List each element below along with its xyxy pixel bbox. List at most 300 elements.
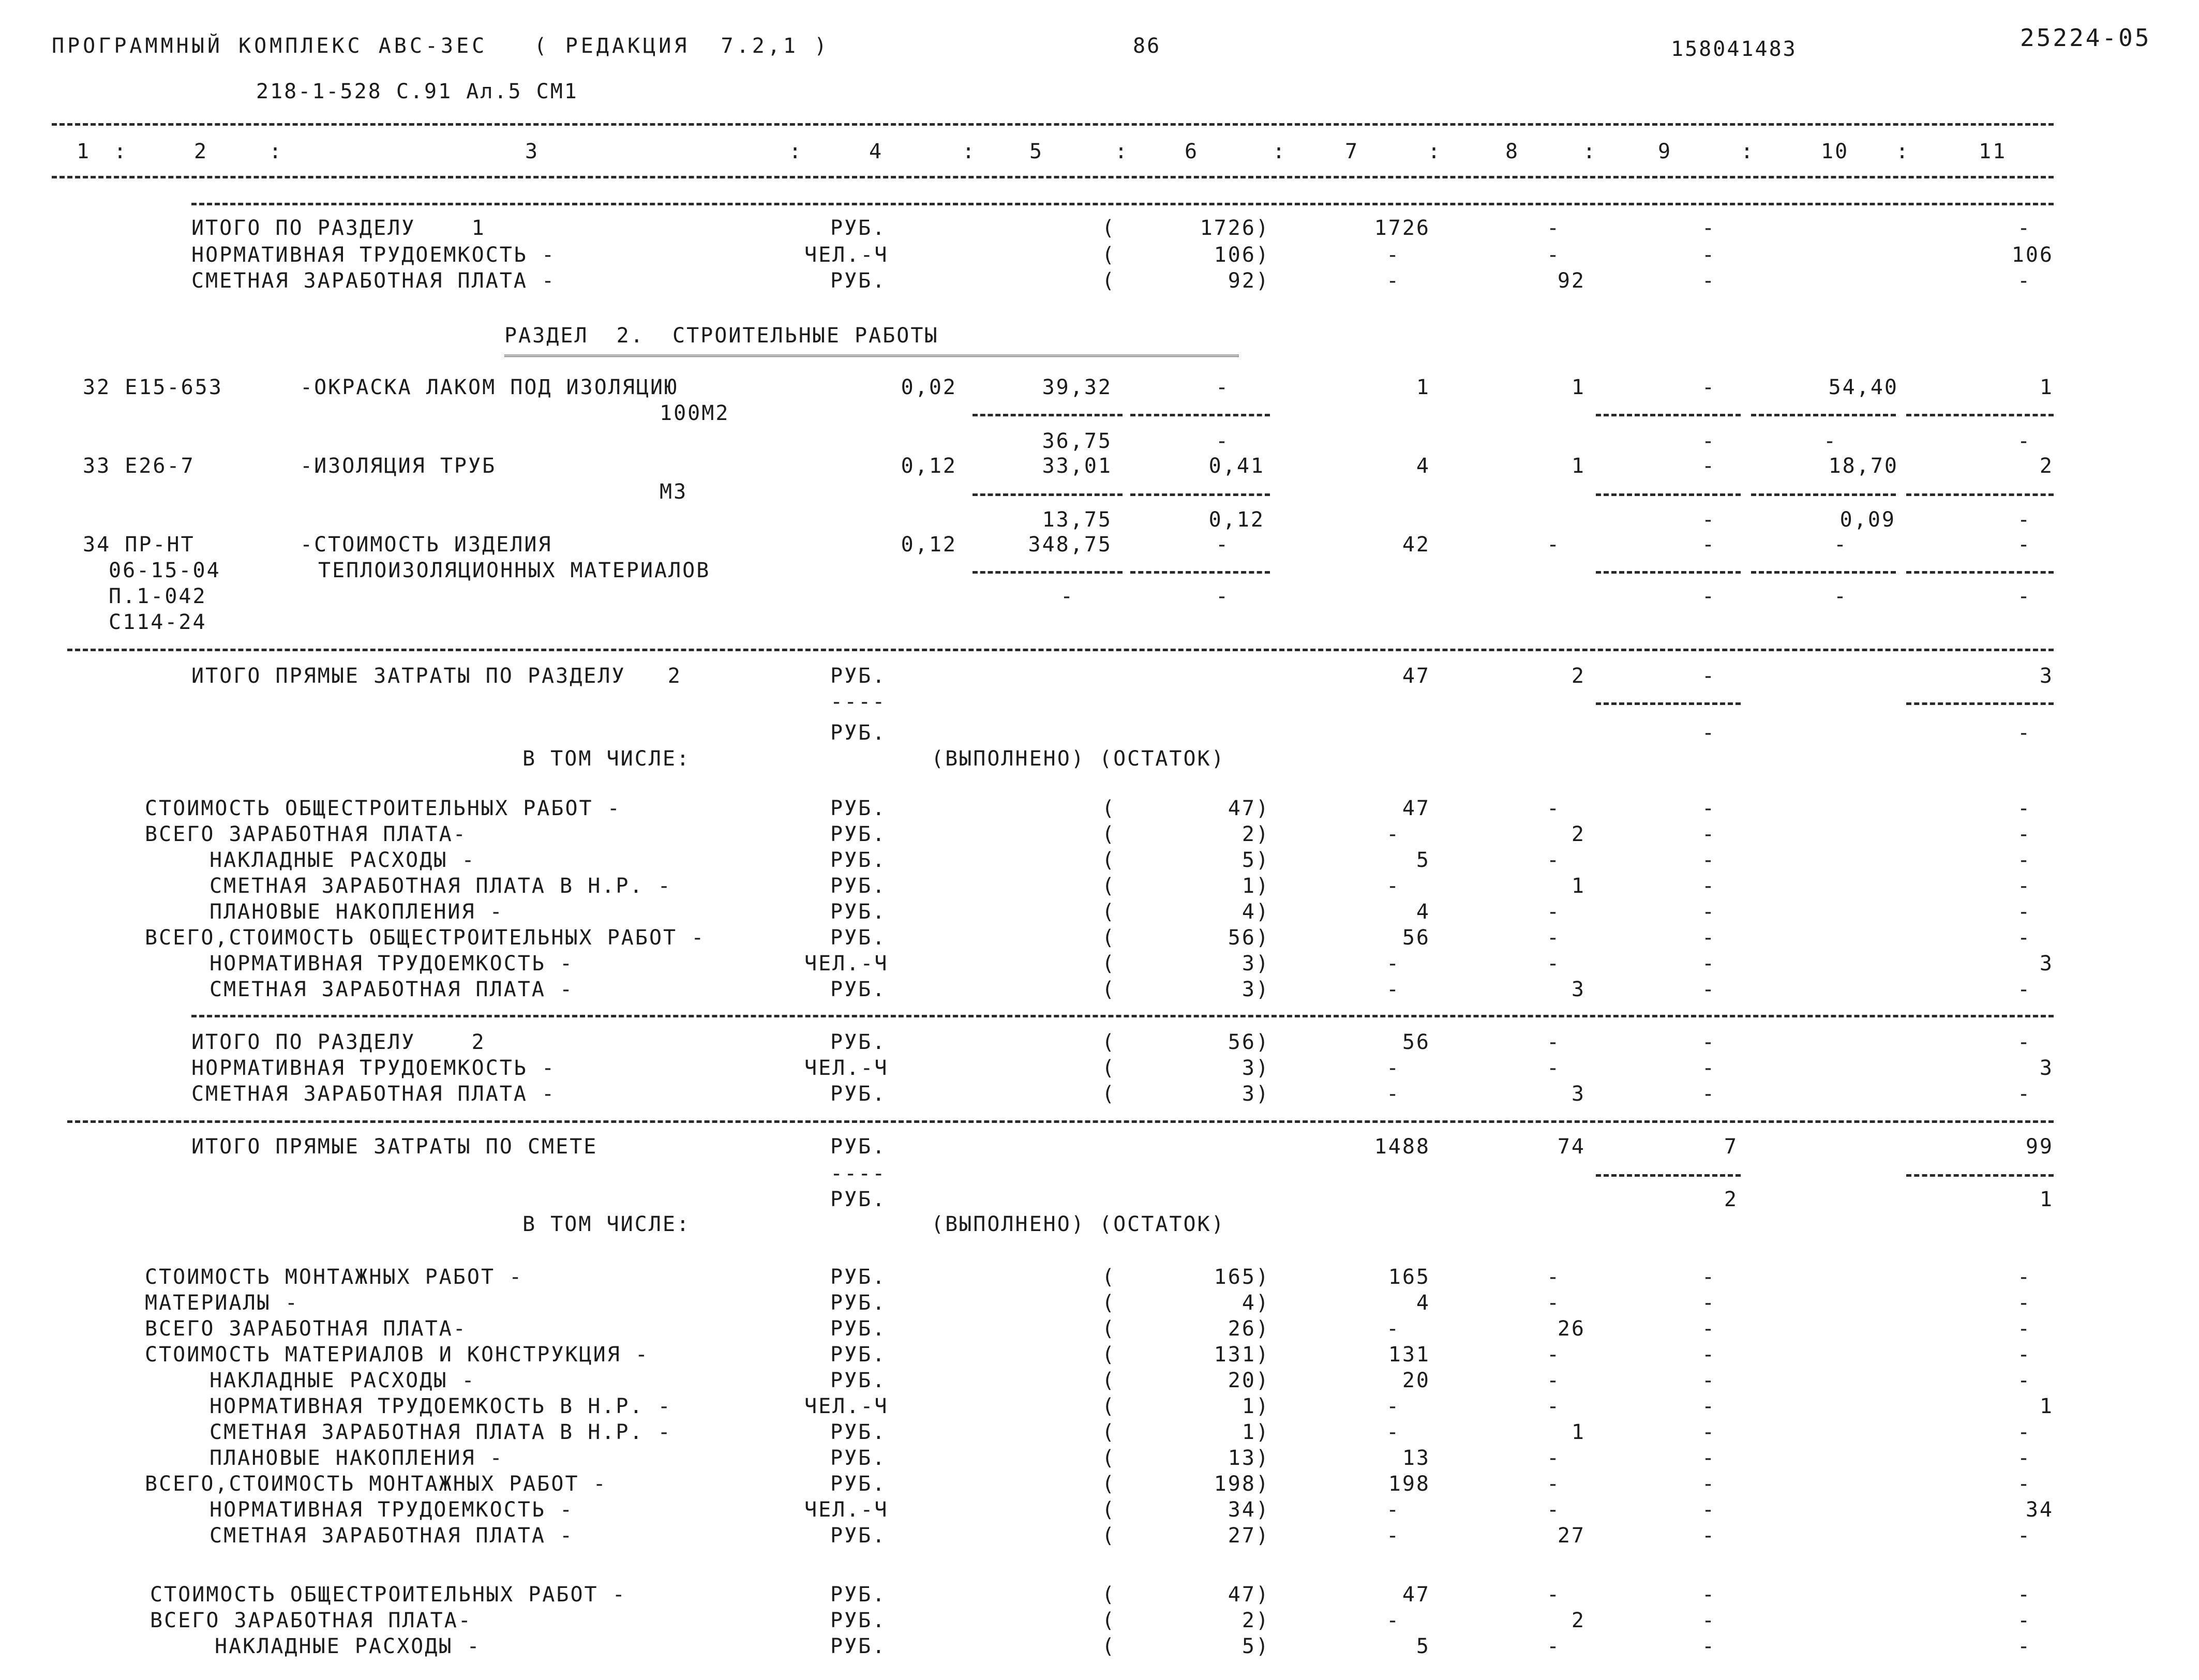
table-cell: - xyxy=(1216,584,1230,608)
table-cell: - xyxy=(1834,584,1848,608)
table-cell: ЧЕЛ.-Ч xyxy=(804,952,889,976)
table-cell: 1726 xyxy=(1374,216,1430,240)
table-cell: ( xyxy=(1102,1030,1116,1054)
table-cell: 1726) xyxy=(1200,216,1270,240)
table-cell: - xyxy=(2017,429,2032,453)
table-cell: ( xyxy=(1102,848,1116,872)
table-cell: - xyxy=(1702,822,1716,846)
table-cell: -ОКРАСКА ЛАКОМ ПОД ИЗОЛЯЦИЮ xyxy=(300,376,679,399)
table-cell: 34 ПР-НТ xyxy=(83,533,195,557)
table-cell: ВСЕГО,СТОИМОСТЬ МОНТАЖНЫХ РАБОТ - xyxy=(145,1472,607,1496)
table-cell: - xyxy=(1386,269,1401,293)
table-cell: ( xyxy=(1102,926,1116,950)
table-cell: - xyxy=(1547,1446,1561,1470)
table-cell: - xyxy=(2017,721,2032,745)
column-number: 4 xyxy=(869,140,884,163)
table-cell: ---- xyxy=(830,690,887,714)
table-cell: 27 xyxy=(1557,1524,1585,1548)
table-cell: В ТОМ ЧИСЛЕ: xyxy=(522,747,691,771)
column-separator: : xyxy=(1115,140,1129,163)
table-cell: - xyxy=(1547,926,1561,950)
section-underline xyxy=(504,355,1239,357)
table-cell: 3 xyxy=(2039,664,2054,688)
table-cell: - xyxy=(2017,926,2032,950)
table-cell: МАТЕРИАЛЫ - xyxy=(145,1291,299,1315)
table-cell: - xyxy=(2017,533,2032,557)
rule-item-33-e xyxy=(1906,493,2054,496)
table-cell: СМЕТНАЯ ЗАРАБОТНАЯ ПЛАТА - xyxy=(191,269,556,293)
table-cell: НОРМАТИВНАЯ ТРУДОЕМКОСТЬ - xyxy=(191,1056,556,1080)
table-cell: РУБ. xyxy=(830,1583,887,1607)
table-cell: РУБ. xyxy=(830,797,887,820)
table-cell: - xyxy=(1702,1369,1716,1392)
table-cell: ( xyxy=(1102,269,1116,293)
table-cell: 100М2 xyxy=(660,401,730,425)
table-cell: 39,32 xyxy=(1042,376,1112,399)
table-cell: - xyxy=(2017,1472,2032,1496)
rule-item-32-e xyxy=(1906,414,2054,416)
table-cell: РУБ. xyxy=(830,926,887,950)
table-cell: НАКЛАДНЫЕ РАСХОДЫ - xyxy=(215,1634,481,1658)
table-cell: 1) xyxy=(1241,1394,1270,1418)
table-cell: ( xyxy=(1102,1317,1116,1341)
column-separator: : xyxy=(1896,140,1910,163)
table-cell: 34 xyxy=(2025,1498,2054,1522)
table-cell: - xyxy=(1386,822,1401,846)
table-cell: (ВЫПОЛНЕНО) (ОСТАТОК) xyxy=(931,747,1225,771)
table-cell: РУБ. xyxy=(830,1265,887,1289)
table-cell: РУБ. xyxy=(830,978,887,1001)
table-cell: РУБ. xyxy=(830,1135,887,1159)
table-cell: - xyxy=(2017,1583,2032,1607)
table-cell: - xyxy=(1547,1498,1561,1522)
table-cell: РУБ. xyxy=(830,216,887,240)
table-cell: 3 xyxy=(1571,978,1585,1001)
table-cell: 3 xyxy=(2039,1056,2054,1080)
table-cell: - xyxy=(2017,1420,2032,1444)
rule-item-32-d xyxy=(1751,414,1896,416)
table-cell: - xyxy=(1702,429,1716,453)
table-cell: 18,70 xyxy=(1828,454,1898,478)
table-cell: 3) xyxy=(1241,1082,1270,1106)
program-header: ПРОГРАММНЫЙ КОМПЛЕКС АВС-ЗЕС ( РЕДАКЦИЯ 7.2,1 ) xyxy=(52,34,830,58)
table-cell: 1 xyxy=(2039,1394,2054,1418)
table-cell: - xyxy=(1386,1498,1401,1522)
table-cell: 198) xyxy=(1214,1472,1270,1496)
table-cell: 3) xyxy=(1241,952,1270,976)
table-cell: 42 xyxy=(1402,533,1430,557)
table-cell: - xyxy=(1386,243,1401,267)
table-cell: 1) xyxy=(1241,874,1270,898)
rule-item-34-b xyxy=(1130,571,1270,574)
rule-item-34-e xyxy=(1906,571,2054,574)
table-cell: - xyxy=(2017,1265,2032,1289)
table-cell: 0,12 xyxy=(901,533,957,557)
table-cell: 1 xyxy=(2039,376,2054,399)
table-cell: - xyxy=(1547,1583,1561,1607)
table-cell: - xyxy=(2017,1291,2032,1315)
table-cell: ( xyxy=(1102,1394,1116,1418)
table-cell: - xyxy=(1702,216,1716,240)
column-separator: : xyxy=(1273,140,1287,163)
rule-item-34-d xyxy=(1751,571,1896,574)
table-cell: 47 xyxy=(1402,797,1430,820)
table-cell: - xyxy=(1702,1056,1716,1080)
table-cell: 5) xyxy=(1241,848,1270,872)
table-cell: РУБ. xyxy=(830,1369,887,1392)
table-cell: - xyxy=(2017,1634,2032,1658)
table-cell: 3 xyxy=(2039,952,2054,976)
table-cell: - xyxy=(2017,822,2032,846)
table-cell: 1 xyxy=(2039,1188,2054,1211)
table-cell: - xyxy=(2017,848,2032,872)
column-number: 10 xyxy=(1821,140,1849,163)
column-number: 5 xyxy=(1029,140,1044,163)
table-cell: ТЕПЛОИЗОЛЯЦИОННЫХ МАТЕРИАЛОВ xyxy=(318,559,711,582)
table-cell: - xyxy=(1060,584,1075,608)
column-number: 8 xyxy=(1505,140,1520,163)
table-cell: ЧЕЛ.-Ч xyxy=(804,1056,889,1080)
table-cell: 5 xyxy=(1416,848,1430,872)
table-cell: - xyxy=(1547,1291,1561,1315)
table-cell: - xyxy=(1702,1498,1716,1522)
table-cell: СМЕТНАЯ ЗАРАБОТНАЯ ПЛАТА - xyxy=(191,1082,556,1106)
table-cell: 47) xyxy=(1228,1583,1270,1607)
table-cell: ЧЕЛ.-Ч xyxy=(804,1498,889,1522)
table-cell: 33 Е26-7 xyxy=(83,454,195,478)
table-cell: ( xyxy=(1102,1420,1116,1444)
table-cell: ---- xyxy=(830,1162,887,1186)
table-cell: 4) xyxy=(1241,1291,1270,1315)
rule-before-estimate-total xyxy=(67,1120,2054,1123)
table-cell: - xyxy=(1702,454,1716,478)
table-cell: 2 xyxy=(1571,822,1585,846)
table-cell: - xyxy=(1702,269,1716,293)
column-number: 6 xyxy=(1185,140,1199,163)
table-cell: НАКЛАДНЫЕ РАСХОДЫ - xyxy=(210,1369,476,1392)
table-cell: 3) xyxy=(1241,978,1270,1001)
table-cell: ЧЕЛ.-Ч xyxy=(804,1394,889,1418)
table-cell: - xyxy=(1216,533,1230,557)
table-cell: РУБ. xyxy=(830,269,887,293)
table-cell: РАЗДЕЛ 2. СТРОИТЕЛЬНЫЕ РАБОТЫ xyxy=(504,324,939,348)
table-cell: ( xyxy=(1102,1634,1116,1658)
table-cell: В ТОМ ЧИСЛЕ: xyxy=(522,1212,691,1236)
table-cell: РУБ. xyxy=(830,1420,887,1444)
table-cell: 106) xyxy=(1214,243,1270,267)
table-cell: 2 xyxy=(2039,454,2054,478)
table-cell: ( xyxy=(1102,797,1116,820)
table-cell: - xyxy=(2017,269,2032,293)
table-cell: РУБ. xyxy=(830,1343,887,1367)
table-cell: (ВЫПОЛНЕНО) (ОСТАТОК) xyxy=(931,1212,1225,1236)
table-cell: РУБ. xyxy=(830,1446,887,1470)
table-cell: - xyxy=(2017,978,2032,1001)
rule-item-32-b xyxy=(1130,414,1270,416)
table-cell: - xyxy=(1702,1317,1716,1341)
table-cell: 348,75 xyxy=(1028,533,1112,557)
table-cell: М3 xyxy=(660,480,688,504)
table-cell: НАКЛАДНЫЕ РАСХОДЫ - xyxy=(210,848,476,872)
table-cell: ( xyxy=(1102,1343,1116,1367)
column-separator: : xyxy=(962,140,977,163)
table-cell: - xyxy=(1386,1609,1401,1632)
column-number: 9 xyxy=(1658,140,1672,163)
table-cell: - xyxy=(1702,376,1716,399)
table-cell: - xyxy=(1702,664,1716,688)
table-cell: РУБ. xyxy=(830,1609,887,1632)
table-cell: НОРМАТИВНАЯ ТРУДОЕМКОСТЬ В Н.Р. - xyxy=(210,1394,672,1418)
table-cell: 92 xyxy=(1557,269,1585,293)
table-cell: - xyxy=(1702,900,1716,924)
table-cell: ВСЕГО,СТОИМОСТЬ ОБЩЕСТРОИТЕЛЬНЫХ РАБОТ - xyxy=(145,926,706,950)
table-cell: 0,41 xyxy=(1208,454,1265,478)
table-cell: - xyxy=(1702,1634,1716,1658)
column-number: 11 xyxy=(1979,140,2007,163)
table-cell: - xyxy=(2017,1446,2032,1470)
table-cell: - xyxy=(1547,952,1561,976)
table-cell: - xyxy=(2017,1524,2032,1548)
table-cell: 1 xyxy=(1416,376,1430,399)
table-cell: 99 xyxy=(2025,1135,2054,1159)
table-cell: - xyxy=(2017,1030,2032,1054)
table-cell: - xyxy=(1547,216,1561,240)
table-cell: 3) xyxy=(1241,1056,1270,1080)
table-cell: 32 Е15-653 xyxy=(83,376,223,399)
table-cell: ( xyxy=(1102,1056,1116,1080)
table-cell: РУБ. xyxy=(830,874,887,898)
table-cell: П.1-042 xyxy=(109,584,207,608)
table-cell: 26) xyxy=(1228,1317,1270,1341)
column-separator: : xyxy=(1741,140,1755,163)
table-cell: 47) xyxy=(1228,797,1270,820)
table-cell: СТОИМОСТЬ ОБЩЕСТРОИТЕЛЬНЫХ РАБОТ - xyxy=(145,797,621,820)
table-cell: 13) xyxy=(1228,1446,1270,1470)
rule-section-total-b xyxy=(1906,702,2054,705)
table-cell: СМЕТНАЯ ЗАРАБОТНАЯ ПЛАТА - xyxy=(210,1524,574,1548)
table-cell: 2 xyxy=(1571,664,1585,688)
table-cell: НОРМАТИВНАЯ ТРУДОЕМКОСТЬ - xyxy=(210,952,574,976)
table-cell: ( xyxy=(1102,243,1116,267)
table-cell: ( xyxy=(1102,1583,1116,1607)
rule-item-33-d xyxy=(1751,493,1896,496)
table-cell: НОРМАТИВНАЯ ТРУДОЕМКОСТЬ - xyxy=(210,1498,574,1522)
table-cell: 0,09 xyxy=(1839,508,1896,532)
table-cell: - xyxy=(1702,1291,1716,1315)
table-cell: 1 xyxy=(1571,376,1585,399)
table-cell: - xyxy=(1547,1472,1561,1496)
table-cell: РУБ. xyxy=(830,848,887,872)
table-cell: ( xyxy=(1102,1446,1116,1470)
table-cell: - xyxy=(1386,1082,1401,1106)
table-cell: - xyxy=(1702,721,1716,745)
table-cell: 4 xyxy=(1416,900,1430,924)
table-cell: ПЛАНОВЫЕ НАКОПЛЕНИЯ - xyxy=(210,900,504,924)
table-cell: 56) xyxy=(1228,926,1270,950)
table-cell: РУБ. xyxy=(830,1524,887,1548)
table-cell: - xyxy=(1702,1524,1716,1548)
table-cell: ИТОГО ПО РАЗДЕЛУ 2 xyxy=(191,1030,486,1054)
table-cell: РУБ. xyxy=(830,1030,887,1054)
table-cell: - xyxy=(2017,1317,2032,1341)
table-cell: - xyxy=(2017,216,2032,240)
table-cell: ( xyxy=(1102,952,1116,976)
table-cell: РУБ. xyxy=(830,721,887,745)
table-cell: - xyxy=(1702,978,1716,1001)
table-cell: - xyxy=(1702,1472,1716,1496)
table-cell: ИТОГО ПО РАЗДЕЛУ 1 xyxy=(191,216,486,240)
table-cell: - xyxy=(1702,874,1716,898)
table-cell: РУБ. xyxy=(830,664,887,688)
table-cell: - xyxy=(1216,429,1230,453)
table-cell: 20 xyxy=(1402,1369,1430,1392)
handwritten-reference: 25224-05 xyxy=(2020,24,2151,52)
table-cell: 198 xyxy=(1388,1472,1430,1496)
table-cell: 131) xyxy=(1214,1343,1270,1367)
table-cell: 3 xyxy=(1571,1082,1585,1106)
table-cell: - xyxy=(1823,429,1838,453)
table-cell: - xyxy=(1216,376,1230,399)
table-cell: 33,01 xyxy=(1042,454,1112,478)
table-cell: 20) xyxy=(1228,1369,1270,1392)
table-cell: 1 xyxy=(1571,874,1585,898)
table-cell: СТОИМОСТЬ МАТЕРИАЛОВ И КОНСТРУКЦИЯ - xyxy=(145,1343,649,1367)
table-cell: - xyxy=(1547,243,1561,267)
table-cell: РУБ. xyxy=(830,900,887,924)
table-cell: - xyxy=(1702,1265,1716,1289)
column-number: 3 xyxy=(525,140,540,163)
table-cell: 1 xyxy=(1571,454,1585,478)
table-cell: С114-24 xyxy=(109,610,207,634)
rule-item-33-c xyxy=(1596,493,1741,496)
table-cell: 27) xyxy=(1228,1524,1270,1548)
table-cell: ИТОГО ПРЯМЫЕ ЗАТРАТЫ ПО СМЕТЕ xyxy=(191,1135,598,1159)
table-cell: 36,75 xyxy=(1042,429,1112,453)
table-cell: - xyxy=(1386,978,1401,1001)
table-cell: 0,12 xyxy=(901,454,957,478)
table-cell: - xyxy=(2017,1082,2032,1106)
table-cell: 13,75 xyxy=(1042,508,1112,532)
table-cell: ПЛАНОВЫЕ НАКОПЛЕНИЯ - xyxy=(210,1446,504,1470)
table-cell: 5) xyxy=(1241,1634,1270,1658)
rule-item-33-a xyxy=(973,493,1123,496)
table-cell: ( xyxy=(1102,822,1116,846)
table-cell: ( xyxy=(1102,1369,1116,1392)
table-cell: - xyxy=(1702,1446,1716,1470)
table-cell: - xyxy=(2017,508,2032,532)
table-cell: ВСЕГО ЗАРАБОТНАЯ ПЛАТА- xyxy=(145,1317,467,1341)
table-cell: 4) xyxy=(1241,900,1270,924)
table-cell: - xyxy=(1547,797,1561,820)
table-cell: ( xyxy=(1102,1082,1116,1106)
column-number: 2 xyxy=(194,140,208,163)
table-cell: ( xyxy=(1102,1609,1116,1632)
table-cell: РУБ. xyxy=(830,1317,887,1341)
table-cell: - xyxy=(1547,1265,1561,1289)
table-cell: - xyxy=(2017,1343,2032,1367)
table-cell: ( xyxy=(1102,1265,1116,1289)
table-cell: 2 xyxy=(1724,1188,1738,1211)
table-cell: - xyxy=(1547,848,1561,872)
table-cell: - xyxy=(1547,1056,1561,1080)
table-cell: 56 xyxy=(1402,926,1430,950)
table-cell: 1 xyxy=(1571,1420,1585,1444)
table-cell: РУБ. xyxy=(830,1082,887,1106)
table-cell: - xyxy=(2017,874,2032,898)
table-cell: - xyxy=(1386,1420,1401,1444)
table-cell: 165 xyxy=(1388,1265,1430,1289)
table-cell: 47 xyxy=(1402,1583,1430,1607)
table-cell: 4 xyxy=(1416,454,1430,478)
table-cell: - xyxy=(1386,1056,1401,1080)
table-cell: ИТОГО ПРЯМЫЕ ЗАТРАТЫ ПО РАЗДЕЛУ 2 xyxy=(191,664,682,688)
table-cell: - xyxy=(1702,797,1716,820)
table-cell: - xyxy=(1386,874,1401,898)
table-cell: 34) xyxy=(1228,1498,1270,1522)
table-cell: СМЕТНАЯ ЗАРАБОТНАЯ ПЛАТА В Н.Р. - xyxy=(210,1420,672,1444)
column-number: 7 xyxy=(1345,140,1359,163)
table-cell: 2 xyxy=(1571,1609,1585,1632)
table-cell: ( xyxy=(1102,900,1116,924)
table-cell: - xyxy=(1702,848,1716,872)
table-cell: 165) xyxy=(1214,1265,1270,1289)
rule-estimate-total-a xyxy=(1596,1174,1741,1177)
column-number: 1 xyxy=(77,140,91,163)
rule-estimate-total-b xyxy=(1906,1174,2054,1177)
table-cell: - xyxy=(1386,1524,1401,1548)
table-cell: РУБ. xyxy=(830,1291,887,1315)
table-cell: 1488 xyxy=(1374,1135,1430,1159)
table-cell: -СТОИМОСТЬ ИЗДЕЛИЯ xyxy=(300,533,552,557)
table-cell: - xyxy=(1702,1583,1716,1607)
table-cell: - xyxy=(1702,1420,1716,1444)
table-cell: - xyxy=(1702,508,1716,532)
table-cell: СМЕТНАЯ ЗАРАБОТНАЯ ПЛАТА В Н.Р. - xyxy=(210,874,672,898)
table-cell: РУБ. xyxy=(830,1634,887,1658)
page-number: 86 xyxy=(1133,34,1161,58)
table-cell: - xyxy=(1547,1369,1561,1392)
table-cell: ВСЕГО ЗАРАБОТНАЯ ПЛАТА- xyxy=(150,1609,472,1632)
rule-section-2-total xyxy=(191,1015,2054,1017)
table-cell: - xyxy=(1702,584,1716,608)
table-cell: - xyxy=(1547,1343,1561,1367)
table-cell: - xyxy=(2017,584,2032,608)
table-cell: ( xyxy=(1102,1291,1116,1315)
table-cell: 0,12 xyxy=(1208,508,1265,532)
table-cell: - xyxy=(1386,1317,1401,1341)
table-cell: РУБ. xyxy=(830,1472,887,1496)
estimate-subtitle: 218-1-528 С.91 Ал.5 СМ1 xyxy=(256,80,578,103)
table-cell: - xyxy=(1702,533,1716,557)
table-cell: - xyxy=(2017,797,2032,820)
rule-item-33-b xyxy=(1130,493,1270,496)
rule-section-1 xyxy=(191,203,2054,205)
table-cell: 5 xyxy=(1416,1634,1430,1658)
table-cell: СМЕТНАЯ ЗАРАБОТНАЯ ПЛАТА - xyxy=(210,978,574,1001)
table-cell: 06-15-04 xyxy=(109,559,221,582)
table-cell: - xyxy=(1386,952,1401,976)
table-cell: ( xyxy=(1102,978,1116,1001)
table-cell: - xyxy=(1547,1394,1561,1418)
table-cell: - xyxy=(1386,1394,1401,1418)
table-cell: ( xyxy=(1102,1498,1116,1522)
table-cell: 74 xyxy=(1557,1135,1585,1159)
rule-item-32-a xyxy=(973,414,1123,416)
table-cell: ( xyxy=(1102,1524,1116,1548)
table-cell: - xyxy=(1834,533,1848,557)
table-cell: 56) xyxy=(1228,1030,1270,1054)
table-cell: - xyxy=(1702,952,1716,976)
